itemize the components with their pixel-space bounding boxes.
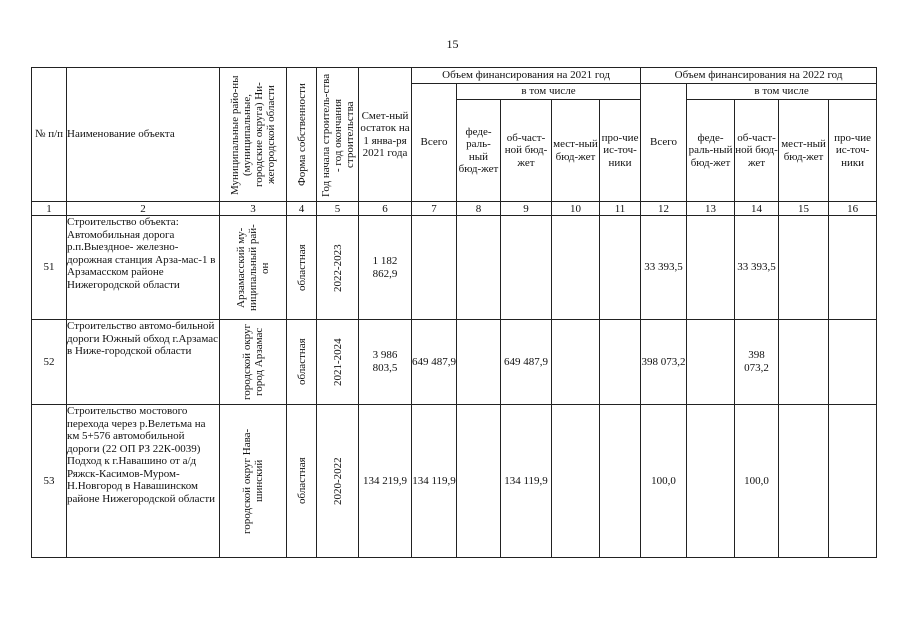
header-total-2021: Всего <box>412 84 457 202</box>
financing-table <box>31 67 877 558</box>
district-cell <box>220 320 287 405</box>
ownership-cell <box>287 320 317 405</box>
other-2021 <box>600 320 641 405</box>
years-cell <box>317 216 359 320</box>
ownership-text: областная <box>295 244 308 291</box>
header-including-2021: в том числе <box>457 84 641 100</box>
federal-2021 <box>457 216 501 320</box>
column-number: 4 <box>287 202 317 216</box>
header-ownership <box>287 68 317 202</box>
column-number: 15 <box>779 202 829 216</box>
total-2021: 134 119,9 <box>412 405 457 558</box>
row-no: 51 <box>32 216 67 320</box>
total-2021 <box>412 216 457 320</box>
district-cell <box>220 216 287 320</box>
regional-2021 <box>501 216 552 320</box>
ownership-text: областная <box>295 338 308 386</box>
other-2021 <box>600 405 641 558</box>
years-cell <box>317 320 359 405</box>
estimate-value: 3 986 803,5 <box>359 320 412 405</box>
object-name: Строительство мостового перехода через р.Велетьма на км 5+576 автомобильной дороги (22 ОП РЗ 22К-0039) Подход к г.Навашино от а/д Ряжск-Касимов-Муром-Н.Новгород в Навашинском районе Нижегородской области <box>67 405 220 558</box>
regional-2022: 33 393,5 <box>735 216 779 320</box>
federal-2021 <box>457 320 501 405</box>
column-number: 6 <box>359 202 412 216</box>
column-number: 1 <box>32 202 67 216</box>
total-2022: 398 073,2 <box>641 320 687 405</box>
other-2021 <box>600 216 641 320</box>
federal-2022 <box>687 320 735 405</box>
header-years-text: Год начала строитель-ства - год окончания строительства <box>319 72 356 197</box>
header-years <box>317 68 359 202</box>
regional-2022: 100,0 <box>735 405 779 558</box>
column-number: 11 <box>600 202 641 216</box>
page-number: 15 <box>446 37 459 51</box>
column-number: 9 <box>501 202 552 216</box>
regional-2022: 398 073,2 <box>735 320 779 405</box>
header-regional-2021: об-част-ной бюд-жет <box>501 100 552 202</box>
header-total-2022: Всего <box>641 84 687 202</box>
header-local-2022: мест-ный бюд-жет <box>779 100 829 202</box>
column-number: 8 <box>457 202 501 216</box>
header-other-2022: про-чие ис-точ-ники <box>829 100 877 202</box>
column-number: 2 <box>67 202 220 216</box>
regional-2021: 649 487,9 <box>501 320 552 405</box>
header-district <box>220 68 287 202</box>
total-2022: 100,0 <box>641 405 687 558</box>
ownership-text: областная <box>295 457 308 505</box>
total-2021: 649 487,9 <box>412 320 457 405</box>
years-text: 2022-2023 <box>331 243 344 292</box>
column-number: 13 <box>687 202 735 216</box>
federal-2022 <box>687 216 735 320</box>
table-row <box>32 320 877 405</box>
row-no: 52 <box>32 320 67 405</box>
column-number: 14 <box>735 202 779 216</box>
header-no: № п/п <box>32 68 67 202</box>
local-2022 <box>779 320 829 405</box>
column-number: 16 <box>829 202 877 216</box>
row-no: 53 <box>32 405 67 558</box>
object-name: Строительство объекта: Автомобильная дорога р.п.Выездное- железно-дорожная станция Арза-мас-1 в Арзамасском районе Нижегородской области <box>67 216 220 320</box>
object-name: Строительство автомо-бильной дороги Южный обход г.Арзамас в Ниже-городской области <box>67 320 220 405</box>
estimate-value: 134 219,9 <box>359 405 412 558</box>
header-fin-2021: Объем финансирования на 2021 год <box>412 68 641 84</box>
header-district-text: Муниципальные райо-ны (муниципальные, городские округа) Ни-жегородской области <box>229 74 277 195</box>
header-including-2022: в том числе <box>687 84 877 100</box>
federal-2021 <box>457 405 501 558</box>
header-row-1 <box>32 68 877 84</box>
ownership-cell <box>287 216 317 320</box>
header-local-2021: мест-ный бюд-жет <box>552 100 600 202</box>
district-text: городской округ город Арзамас <box>241 323 265 401</box>
column-number: 12 <box>641 202 687 216</box>
column-number: 3 <box>220 202 287 216</box>
header-fin-2022: Объем финансирования на 2022 год <box>641 68 877 84</box>
local-2021 <box>552 216 600 320</box>
ownership-cell <box>287 405 317 558</box>
header-other-2021: про-чие ис-точ-ники <box>600 100 641 202</box>
district-cell <box>220 405 287 558</box>
district-text: Арзамасский му-ниципальный рай-он <box>235 224 271 311</box>
local-2022 <box>779 405 829 558</box>
local-2021 <box>552 320 600 405</box>
header-federal-2022: феде-раль-ный бюд-жет <box>687 100 735 202</box>
local-2022 <box>779 216 829 320</box>
other-2022 <box>829 216 877 320</box>
federal-2022 <box>687 405 735 558</box>
estimate-value: 1 182 862,9 <box>359 216 412 320</box>
years-cell <box>317 405 359 558</box>
table-row <box>32 405 877 558</box>
years-text: 2020-2022 <box>331 457 344 505</box>
column-number-row <box>32 202 877 216</box>
header-ownership-text: Форма собственности <box>295 83 308 186</box>
column-number: 10 <box>552 202 600 216</box>
total-2022: 33 393,5 <box>641 216 687 320</box>
header-regional-2022: об-част-ной бюд-жет <box>735 100 779 202</box>
other-2022 <box>829 405 877 558</box>
table-row <box>32 216 877 320</box>
local-2021 <box>552 405 600 558</box>
years-text: 2021-2024 <box>331 338 344 386</box>
other-2022 <box>829 320 877 405</box>
header-federal-2021: феде-раль-ный бюд-жет <box>457 100 501 202</box>
district-text: городской округ Нава-шинский <box>241 428 265 534</box>
header-name: Наименование объекта <box>67 68 220 202</box>
column-number: 7 <box>412 202 457 216</box>
column-number: 5 <box>317 202 359 216</box>
regional-2021: 134 119,9 <box>501 405 552 558</box>
header-estimate: Смет-ный остаток на 1 янва-ря 2021 года <box>359 68 412 202</box>
